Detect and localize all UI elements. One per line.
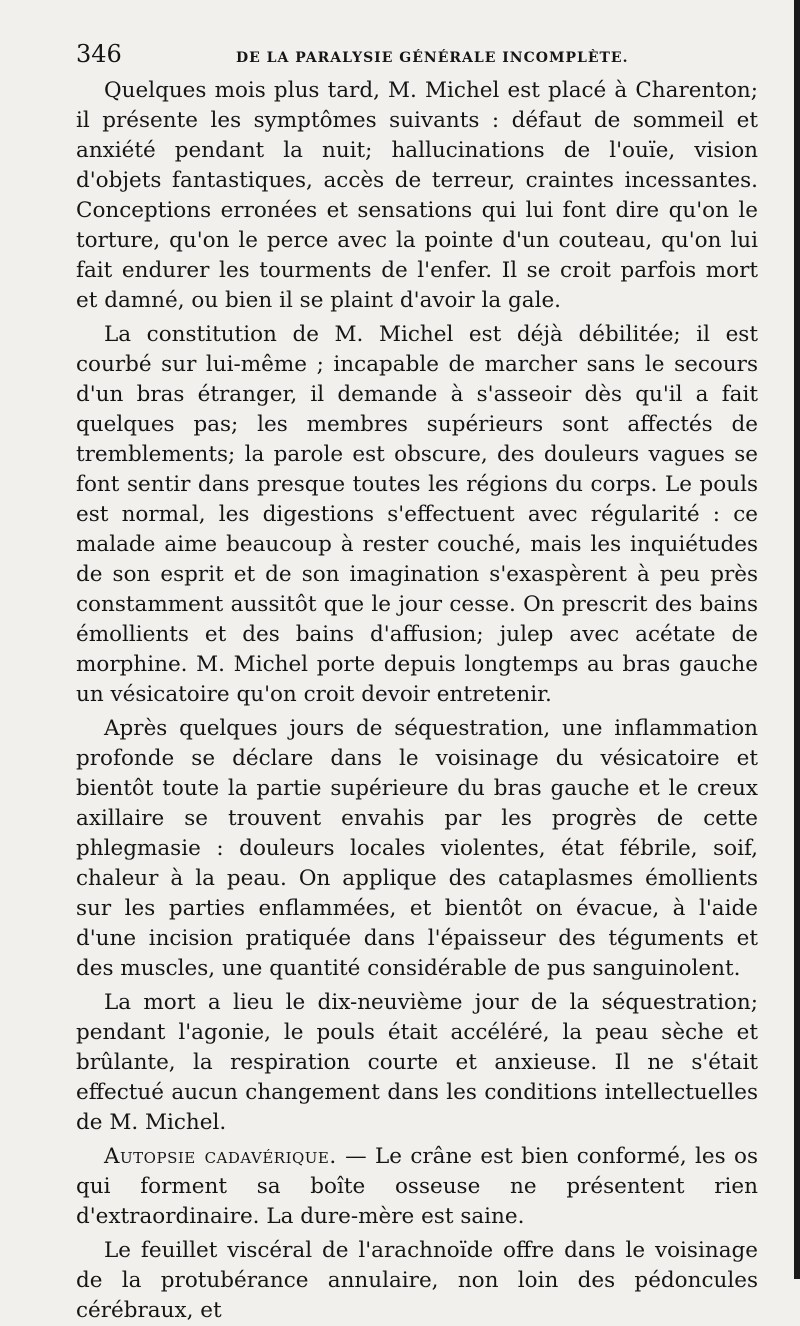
paragraph: [76, 320, 758, 710]
paragraph: [76, 988, 758, 1138]
paragraph-text: Quelques mois plus tard, M. Michel est placé à Charenton; il présente les symptômes suivants : défaut de sommeil et anxiété pendant la nuit; hallucinations de l'ouïe, vision d'objets fantastiques, accès de terreur, craintes incessantes. Conceptions erronées et sensations qui lui font dire qu'on le torture, qu'on le perce avec la pointe d'un couteau, qu'on lui fait endurer les tourments de l'enfer. Il se croit parfois mort et damné, ou bien il se plaint d'avoir la gale.: [76, 78, 758, 313]
paragraph-text: La constitution de M. Michel est déjà débilitée; il est courbé sur lui-même ; incapable de marcher sans le secours d'un bras étranger, il demande à s'asseoir dès qu'il a fait quelques pas; les membres supérieurs sont affectés de tremblements; la parole est obscure, des douleurs vagues se font sentir dans presque toutes les régions du corps. Le pouls est normal, les digestions s'effectuent avec régularité : ce malade aime beaucoup à rester couché, mais les inquiétudes de son esprit et de son imagination s'exaspèrent à peu près constamment aussitôt que le jour cesse. On prescrit des bains émollients et des bains d'affusion; julep avec acétate de morphine. M. Michel porte depuis longtemps au bras gauche un vésicatoire qu'on croit devoir entretenir.: [76, 322, 758, 707]
running-title: DE LA PARALYSIE GÉNÉRALE INCOMPLÈTE.: [236, 50, 629, 66]
section-lead: Autopsie cadavérique.: [104, 1144, 337, 1169]
paragraph: [76, 1142, 758, 1232]
paragraph: [76, 76, 758, 316]
paragraph: [76, 1236, 758, 1326]
paragraph: [76, 714, 758, 984]
paragraph-text: — Le crâne est bien conformé, les os qui forment sa boîte osseuse ne présentent rien d'extraordinaire. La dure-mère est saine.: [76, 1144, 758, 1229]
paragraph-text: Après quelques jours de séquestration, une inflammation profonde se déclare dans le voisinage du vésicatoire et bientôt toute la partie supérieure du bras gauche et le creux axillaire se trouvent envahis par les progrès de cette phlegmasie : douleurs locales violentes, état fébrile, soif, chaleur à la peau. On applique des cataplasmes émollients sur les parties enflammées, et bientôt on évacue, à l'aide d'une incision pratiquée dans l'épaisseur des téguments et des muscles, une quantité considérable de pus sanguinolent.: [76, 716, 758, 981]
page-edge-shadow: [794, 0, 800, 1279]
paragraph-text: La mort a lieu le dix-neuvième jour de la séquestration; pendant l'agonie, le pouls était accéléré, la peau sèche et brûlante, la respiration courte et anxieuse. Il ne s'était effectué aucun changement dans les conditions intellectuelles de M. Michel.: [76, 990, 758, 1135]
paragraph-text: Le feuillet viscéral de l'arachnoïde offre dans le voisinage de la protubérance annulaire, non loin des pédoncules cérébraux, et: [76, 1238, 758, 1323]
page-body: [76, 76, 758, 1326]
page-number: 346: [76, 40, 122, 68]
page-header: [76, 40, 758, 76]
